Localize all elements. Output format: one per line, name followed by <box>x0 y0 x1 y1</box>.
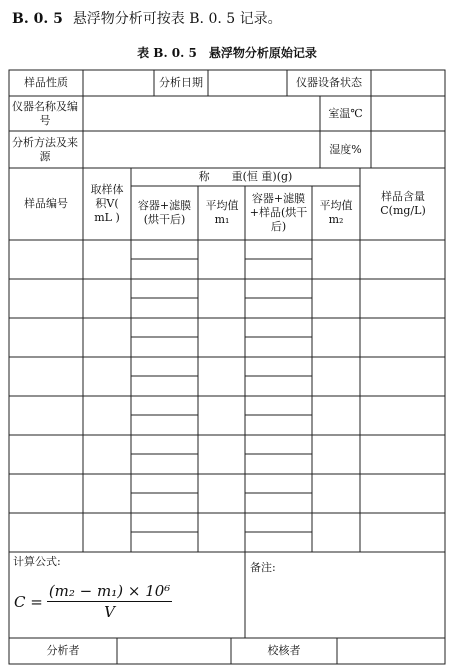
label-analysis-date: 分析日期 <box>159 76 203 89</box>
label-humidity: 湿度% <box>329 142 362 156</box>
label-remarks: 备注: <box>250 561 276 574</box>
formula-lhs: C = <box>14 592 43 611</box>
label-analyst: 分析者 <box>46 644 80 657</box>
col-header-container-filter: 容器+滤膜(烘干后) <box>137 199 192 226</box>
col-header-volume: 取样体积V( mL ) <box>90 183 124 224</box>
section-number: B. 0. 5 <box>12 11 63 27</box>
label-instrument-name: 仪器名称及编号 <box>12 99 78 127</box>
formula-denominator: V <box>104 603 115 621</box>
formula-numerator: (m₂ − m₁) × 10⁶ <box>48 582 171 600</box>
col-header-weight-group: 称 重(恒 重)(g) <box>198 170 293 183</box>
col-header-sample-id: 样品编号 <box>24 197 68 210</box>
formula-fraction <box>47 582 173 621</box>
col-header-container-filter-sample: 容器+滤膜+样品(烘干后) <box>249 192 308 233</box>
section-text: 悬浮物分析可按表 B. 0. 5 记录。 <box>72 11 282 27</box>
label-method: 分析方法及来源 <box>12 135 78 163</box>
table-caption: 表 B. 0. 5 悬浮物分析原始记录 <box>137 46 317 60</box>
col-header-content: 样品含量 C(mg/L) <box>380 190 426 217</box>
col-header-avg2: 平均值m₂ <box>319 199 353 226</box>
label-instrument-status: 仪器设备状态 <box>296 76 362 89</box>
calc-formula <box>14 582 172 621</box>
col-header-avg1: 平均值m₁ <box>205 199 239 226</box>
label-sample-nature: 样品性质 <box>24 76 68 89</box>
label-calc-formula: 计算公式: <box>13 555 61 568</box>
label-room-temp: 室温℃ <box>328 106 363 120</box>
label-checker: 校核者 <box>267 644 301 657</box>
